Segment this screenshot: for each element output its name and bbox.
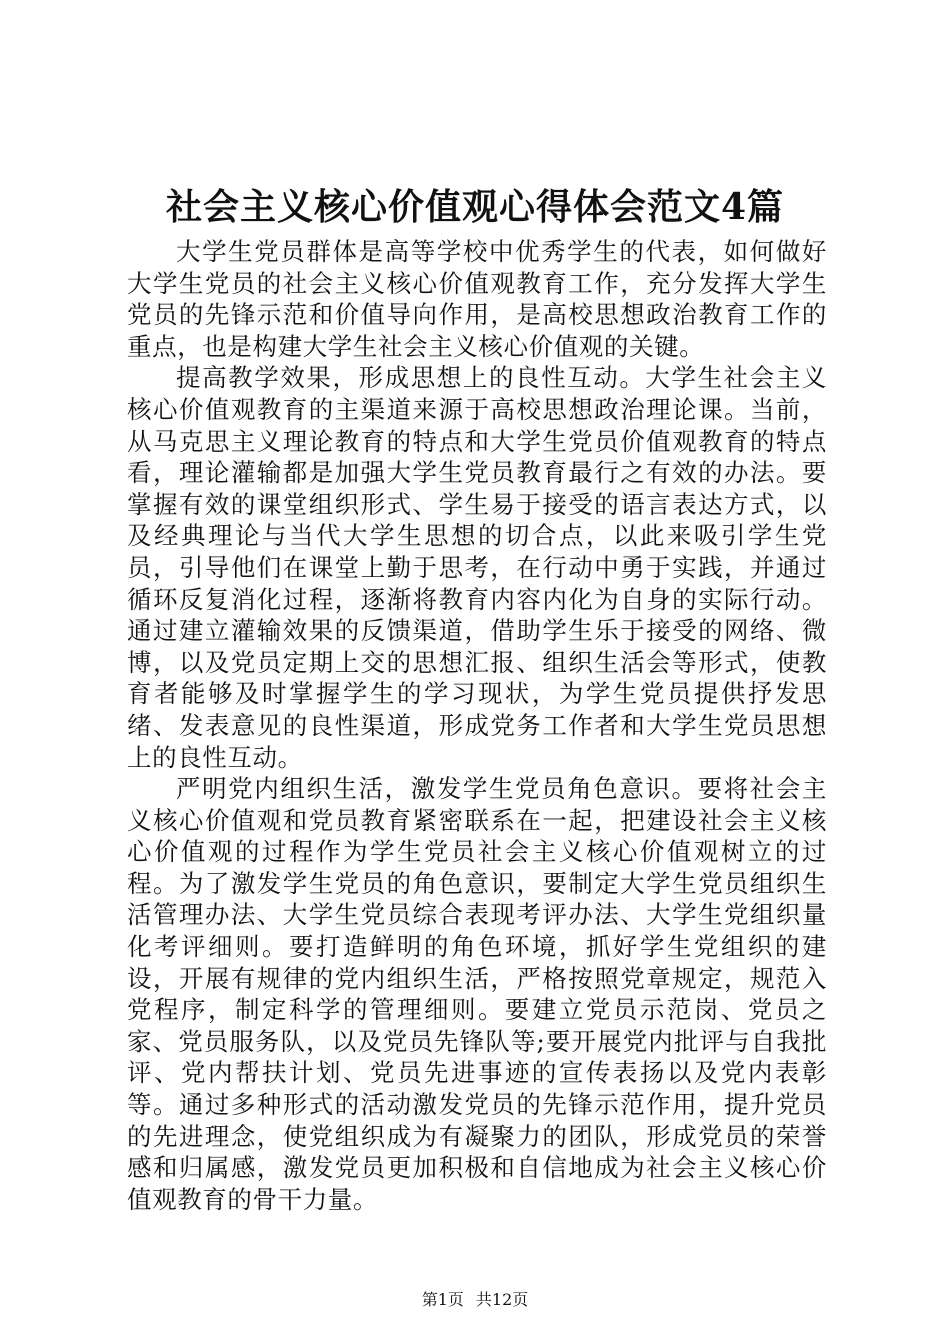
document-body [127, 236, 827, 1215]
page-number: 第1页 [421, 1290, 464, 1309]
page-footer [0, 1290, 950, 1310]
document-title: 社会主义核心价值观心得体会范文4篇 [165, 186, 785, 228]
paragraph-party-organization: 严明党内组织生活，激发学生党员角色意识。要将社会主义核心价值观和党员教育紧密联系在一起，把建设社会主义核心价值观的过程作为学生党员社会主义核心价值观树立的过程。为了激发学生党员的角色意识，要制定大学生党员组织生活管理办法、大学生党员综合表现考评办法、大学生党组织量化考评细则。要打造鲜明的角色环境，抓好学生党组织的建设，开展有规律的党内组织生活，严格按照党章规定，规范入党程序，制定科学的管理细则。要建立党员示范岗、党员之家、党员服务队，以及党员先锋队等;要开展党内批评与自我批评、党内帮扶计划、党员先进事迹的宣传表扬以及党内表彰等。通过多种形式的活动激发党员的先锋示范作用，提升党员的先进理念，使党组织成为有凝聚力的团队，形成党员的荣誉感和归属感，激发党员更加积极和自信地成为社会主义核心价值观教育的骨干力量。 [127, 774, 827, 1214]
paragraph-intro: 大学生党员群体是高等学校中优秀学生的代表，如何做好大学生党员的社会主义核心价值观教育工作，充分发挥大学生党员的先锋示范和价值导向作用，是高校思想政治教育工作的重点，也是构建大学生社会主义核心价值观的关键。 [127, 237, 827, 361]
page-total: 共12页 [475, 1290, 529, 1309]
paragraph-teaching-effect: 提高教学效果，形成思想上的良性互动。大学生社会主义核心价值观教育的主渠道来源于高校思想政治理论课。当前，从马克思主义理论教育的特点和大学生党员价值观教育的特点看，理论灌输都是加强大学生党员教育最行之有效的办法。要掌握有效的课堂组织形式、学生易于接受的语言表达方式，以及经典理论与当代大学生思想的切合点，以此来吸引学生党员，引导他们在课堂上勤于思考，在行动中勇于实践，并通过循环反复消化过程，逐渐将教育内容内化为自身的实际行动。通过建立灌输效果的反馈渠道，借助学生乐于接受的网络、微博，以及党员定期上交的思想汇报、组织生活会等形式，使教育者能够及时掌握学生的学习现状，为学生党员提供抒发思绪、发表意见的良性渠道，形成党务工作者和大学生党员思想上的良性互动。 [127, 363, 827, 772]
